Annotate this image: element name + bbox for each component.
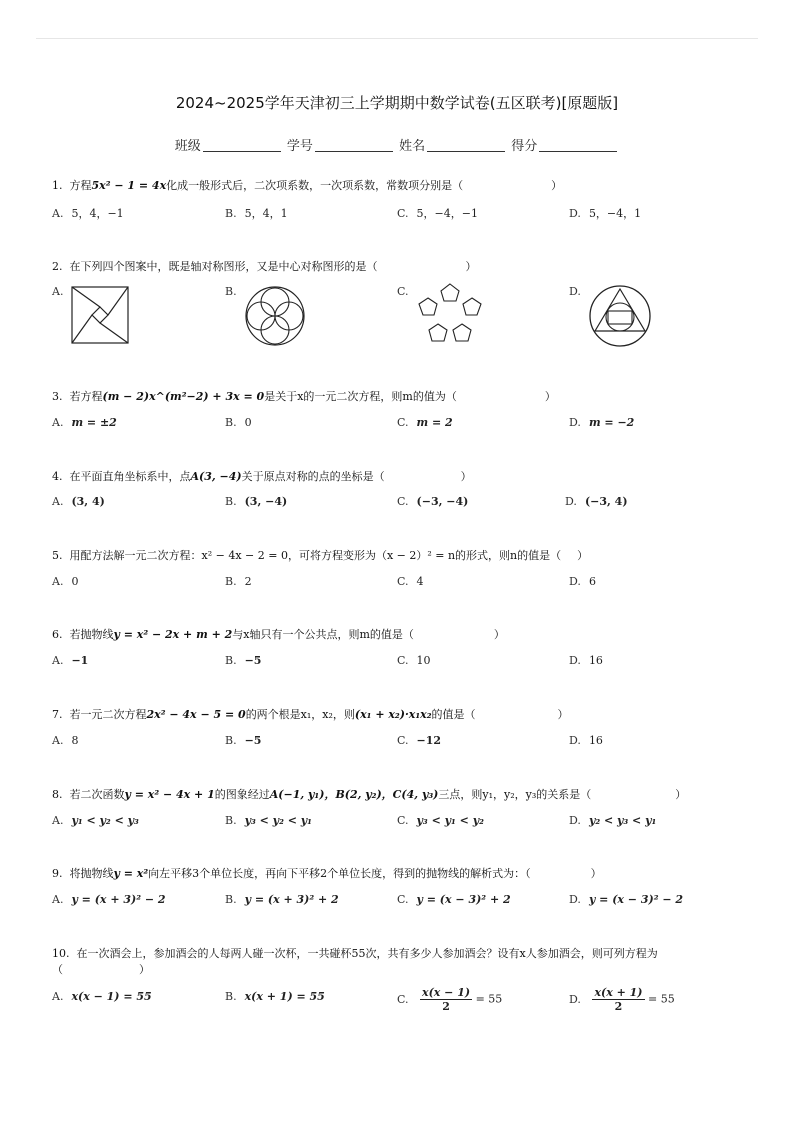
option-c[interactable]: C. 5，−4，−1 xyxy=(397,207,478,220)
option-c[interactable]: C. m = 2 xyxy=(397,416,453,429)
option-a[interactable]: A. 0 xyxy=(52,575,79,588)
option-c[interactable]: C. y₃ < y₁ < y₂ xyxy=(397,814,484,827)
option-a[interactable]: A. −1 xyxy=(52,654,89,667)
page-title: 2024~2025学年天津初三上学期期中数学试卷(五区联考)[原题版] xyxy=(175,94,619,112)
question-8: 8. 若二次函数y = x² − 4x + 1的图象经过A(−1, y₁)，B(2, y₂)，C(4, y₃)三点，则y₁，y₂，y₃的关系是（ ） xyxy=(52,788,687,801)
student-id-label: 学号 xyxy=(286,139,313,154)
question-10-options xyxy=(52,986,752,1022)
option-c[interactable]: C. (−3, −4) xyxy=(397,495,469,508)
question-7-options xyxy=(52,734,752,750)
name-label: 姓名 xyxy=(399,139,426,154)
figure-five-pentagons xyxy=(414,282,486,350)
question-2: 2. 在下列四个图案中，既是轴对称图形，又是中心对称图形的是（ ） xyxy=(52,260,477,273)
question-4: 4. 在平面直角坐标系中，点A(3, −4)关于原点对称的点的坐标是（ ） xyxy=(52,470,472,483)
option-b[interactable]: B. 0 xyxy=(225,416,252,429)
score-blank[interactable] xyxy=(539,139,617,152)
option-b[interactable]: B. −5 xyxy=(225,654,262,667)
option-b[interactable]: B. y = (x + 3)² + 2 xyxy=(225,893,339,906)
question-10: 10. 在一次酒会上，参加酒会的人每两人碰一次杯，一共碰杯55次，共有多少人参加酒会？设有x人参加酒会，则可列方程为 （ ） xyxy=(52,947,658,976)
class-label: 班级 xyxy=(174,139,201,154)
name-blank[interactable] xyxy=(427,139,505,152)
question-5: 5. 用配方法解一元二次方程：x² − 4x − 2 = 0，可将方程变形为（x − 2）² = n的形式，则n的值是（ ） xyxy=(52,549,589,562)
option-d[interactable]: D. $\frac{x(x + 1)}{2}$ = 55 xyxy=(569,986,675,1013)
option-b[interactable]: B. xyxy=(225,285,237,298)
option-b[interactable]: B. 2 xyxy=(225,575,252,588)
option-b[interactable]: B. −5 xyxy=(225,734,262,747)
option-d[interactable]: D. 6 xyxy=(569,575,596,588)
question-4-options xyxy=(52,495,752,511)
option-d[interactable]: D. xyxy=(569,285,581,298)
question-3: 3. 若方程(m − 2)x^(m²−2) + 3x = 0是关于x的一元二次方程，则m的值为（ ） xyxy=(52,390,556,403)
question-9: 9. 将抛物线y = x²向左平移3个单位长度，再向下平移2个单位长度，得到的抛物线的解析式为：（ ） xyxy=(52,867,602,880)
question-3-options xyxy=(52,416,752,432)
question-7: 7. 若一元二次方程2x² − 4x − 5 = 0的两个根是x₁，x₂，则(x₁ + x₂)·x₁x₂的值是（ ） xyxy=(52,708,569,721)
option-c[interactable]: C. y = (x − 3)² + 2 xyxy=(397,893,511,906)
option-d[interactable]: D. y = (x − 3)² − 2 xyxy=(569,893,684,906)
question-8-options xyxy=(52,814,752,830)
option-a[interactable]: A. (3, 4) xyxy=(52,495,105,508)
figure-circle-triangle-rectangle xyxy=(588,284,652,348)
figure-overlapping-circles xyxy=(244,285,306,347)
option-d[interactable]: D. 16 xyxy=(569,734,603,747)
student-id-blank[interactable] xyxy=(315,139,393,152)
option-a[interactable]: A. 8 xyxy=(52,734,79,747)
option-b[interactable]: B. y₃ < y₂ < y₁ xyxy=(225,814,312,827)
option-c[interactable]: C. 4 xyxy=(397,575,424,588)
option-c[interactable]: C. $\frac{x(x - 1)}{2}$ = 55 xyxy=(397,986,503,1013)
option-c[interactable]: C. −12 xyxy=(397,734,442,747)
option-a[interactable]: A. y = (x + 3)² − 2 xyxy=(52,893,166,906)
student-info-line xyxy=(0,135,794,154)
option-d[interactable]: D. 5，−4，1 xyxy=(569,207,642,220)
option-d[interactable]: D. 16 xyxy=(569,654,603,667)
question-1: 1. 方程5x² − 1 = 4x化成一般形式后，二次项系数，一次项系数，常数项分别是（ ） xyxy=(52,179,563,192)
option-a[interactable]: A. xyxy=(52,285,64,298)
question-1-options xyxy=(52,205,752,221)
option-d[interactable]: D. (−3, 4) xyxy=(565,495,628,508)
score-label: 得分 xyxy=(511,139,538,154)
class-blank[interactable] xyxy=(203,139,281,152)
option-b[interactable]: B. 5，4，1 xyxy=(225,207,288,220)
option-b[interactable]: B. x(x + 1) = 55 xyxy=(225,990,325,1003)
option-c[interactable]: C. 10 xyxy=(397,654,431,667)
figure-square-pinwheel xyxy=(70,285,130,345)
option-d[interactable]: D. y₂ < y₃ < y₁ xyxy=(569,814,657,827)
question-5-options xyxy=(52,575,752,591)
option-a[interactable]: A. m = ±2 xyxy=(52,416,117,429)
question-6: 6. 若抛物线y = x² − 2x + m + 2与x轴只有一个公共点，则m的值是（ ） xyxy=(52,628,505,641)
question-6-options xyxy=(52,654,752,670)
top-divider xyxy=(36,38,758,39)
option-a[interactable]: A. 5，4，−1 xyxy=(52,207,124,220)
option-c[interactable]: C. xyxy=(397,285,409,298)
option-a[interactable]: A. y₁ < y₂ < y₃ xyxy=(52,814,139,827)
option-a[interactable]: A. x(x − 1) = 55 xyxy=(52,990,152,1003)
question-9-options xyxy=(52,893,752,909)
option-d[interactable]: D. m = −2 xyxy=(569,416,635,429)
option-b[interactable]: B. (3, −4) xyxy=(225,495,288,508)
